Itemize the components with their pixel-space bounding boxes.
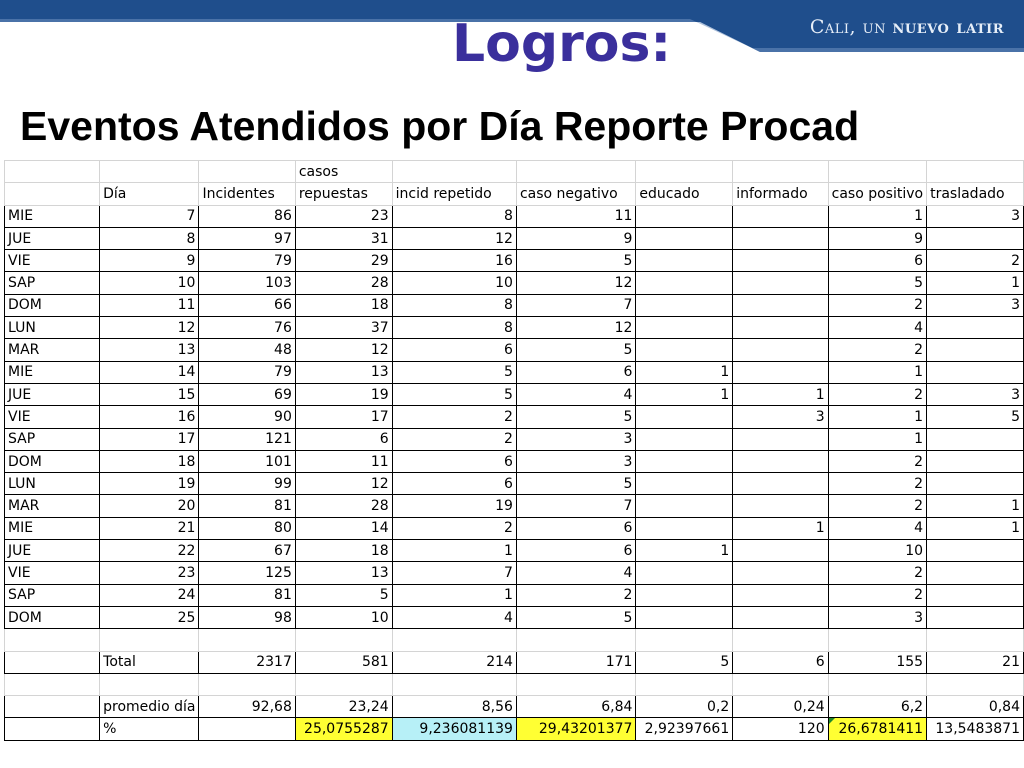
table-cell: 103 <box>199 272 295 294</box>
table-row <box>5 227 1024 249</box>
table-cell: MIE <box>5 205 100 227</box>
table-cell: 10 <box>100 272 199 294</box>
table-cell <box>927 562 1024 584</box>
table-cell: 9 <box>828 227 926 249</box>
header-row-top <box>5 161 1024 183</box>
table-cell: 6 <box>392 339 516 361</box>
table-cell: 6 <box>516 361 635 383</box>
table-cell: 23 <box>100 562 199 584</box>
table-cell <box>392 161 516 183</box>
table-cell <box>828 629 926 651</box>
table-cell: 18 <box>100 450 199 472</box>
table-cell: 2 <box>392 428 516 450</box>
table-cell: 5 <box>516 250 635 272</box>
table-row <box>5 495 1024 517</box>
table-cell: 79 <box>199 250 295 272</box>
table-cell: Día <box>100 183 199 205</box>
table-cell: 581 <box>295 651 392 673</box>
table-cell: 3 <box>733 406 828 428</box>
table-cell: 19 <box>392 495 516 517</box>
brand-slogan <box>810 16 1004 38</box>
table-cell: 1 <box>733 383 828 405</box>
table-cell: MIE <box>5 517 100 539</box>
percent-row <box>5 718 1024 740</box>
table-cell <box>733 473 828 495</box>
table-cell: 9,236081139 <box>392 718 516 740</box>
table-cell: 10 <box>392 272 516 294</box>
table-cell: 9 <box>516 227 635 249</box>
table-cell: 37 <box>295 317 392 339</box>
table-cell: 4 <box>392 606 516 628</box>
table-cell <box>733 584 828 606</box>
table-cell: informado <box>733 183 828 205</box>
table-cell <box>636 406 733 428</box>
table-cell: JUE <box>5 383 100 405</box>
table-cell: 23 <box>295 205 392 227</box>
table-cell: MAR <box>5 339 100 361</box>
table-cell: 2 <box>828 450 926 472</box>
table-cell: 76 <box>199 317 295 339</box>
table-cell: 1 <box>927 517 1024 539</box>
table-cell <box>199 161 295 183</box>
table-cell <box>733 227 828 249</box>
table-cell: 12 <box>295 473 392 495</box>
table-cell <box>636 272 733 294</box>
table-cell: 14 <box>100 361 199 383</box>
table-cell: 6,2 <box>828 696 926 718</box>
table-cell: 120 <box>733 718 828 740</box>
table-cell: 1 <box>733 517 828 539</box>
table-cell: 23,24 <box>295 696 392 718</box>
table-cell: 16 <box>392 250 516 272</box>
table-row <box>5 406 1024 428</box>
table-cell <box>636 495 733 517</box>
table-cell <box>733 339 828 361</box>
table-cell <box>927 606 1024 628</box>
table-cell: 69 <box>199 383 295 405</box>
table-cell: MIE <box>5 361 100 383</box>
table-cell <box>927 584 1024 606</box>
table-cell <box>733 317 828 339</box>
table-row <box>5 517 1024 539</box>
table-cell: JUE <box>5 227 100 249</box>
table-cell: 26,6781411 <box>828 718 926 740</box>
table-cell: trasladado <box>927 183 1024 205</box>
table-cell: 18 <box>295 294 392 316</box>
table-cell <box>733 562 828 584</box>
table-cell: DOM <box>5 450 100 472</box>
table-cell: 121 <box>199 428 295 450</box>
table-cell: 3 <box>516 428 635 450</box>
table-cell: 1 <box>392 584 516 606</box>
table-cell: LUN <box>5 473 100 495</box>
table-cell: 2 <box>516 584 635 606</box>
page-title: Logros: <box>452 14 672 74</box>
table-cell <box>636 629 733 651</box>
table-cell <box>392 629 516 651</box>
table-cell: 1 <box>927 495 1024 517</box>
table-cell: 0,24 <box>733 696 828 718</box>
table-cell: incid repetido <box>392 183 516 205</box>
blank-row <box>5 673 1024 695</box>
table-cell: 2 <box>828 562 926 584</box>
table-cell: 29 <box>295 250 392 272</box>
table-cell: 14 <box>295 517 392 539</box>
table-cell: 10 <box>295 606 392 628</box>
table-cell: casos <box>295 161 392 183</box>
table-cell: 0,2 <box>636 696 733 718</box>
table-cell <box>828 673 926 695</box>
table-cell: 12 <box>295 339 392 361</box>
table-cell: JUE <box>5 540 100 562</box>
table-cell: 2317 <box>199 651 295 673</box>
table-cell: 6,84 <box>516 696 635 718</box>
table-cell <box>927 317 1024 339</box>
table-cell <box>5 183 100 205</box>
table-cell <box>733 629 828 651</box>
table-cell <box>295 673 392 695</box>
table-cell: 3 <box>516 450 635 472</box>
table-cell: 17 <box>100 428 199 450</box>
table-cell <box>5 161 100 183</box>
table-cell <box>5 696 100 718</box>
table-cell <box>927 227 1024 249</box>
table-row <box>5 272 1024 294</box>
table-cell: 2,92397661 <box>636 718 733 740</box>
table-cell: 99 <box>199 473 295 495</box>
table-cell: VIE <box>5 250 100 272</box>
table-cell: 2 <box>927 250 1024 272</box>
table-cell <box>636 339 733 361</box>
table-cell <box>733 272 828 294</box>
table-cell: 1 <box>636 540 733 562</box>
table-cell <box>636 428 733 450</box>
table-cell: 5 <box>636 651 733 673</box>
table-cell: Total <box>100 651 199 673</box>
table-cell <box>636 606 733 628</box>
table-cell: 6 <box>733 651 828 673</box>
table-cell: 5 <box>392 383 516 405</box>
table-cell: 2 <box>828 383 926 405</box>
table-cell <box>199 673 295 695</box>
table-cell: 1 <box>828 361 926 383</box>
table-cell <box>733 450 828 472</box>
table-cell: 25,0755287 <box>295 718 392 740</box>
table-cell: caso negativo <box>516 183 635 205</box>
brand-slogan-light: Cali, un <box>809 16 886 38</box>
table-cell: 2 <box>828 339 926 361</box>
table-cell: SAP <box>5 428 100 450</box>
table-cell: 214 <box>392 651 516 673</box>
table-cell: % <box>100 718 199 740</box>
table-cell <box>733 673 828 695</box>
table-cell <box>927 428 1024 450</box>
table-cell: 1 <box>392 540 516 562</box>
table-cell <box>733 294 828 316</box>
table-cell: 92,68 <box>199 696 295 718</box>
table-cell <box>927 473 1024 495</box>
table-cell: 4 <box>516 383 635 405</box>
table-cell: MAR <box>5 495 100 517</box>
table-cell: 7 <box>392 562 516 584</box>
table-cell <box>636 450 733 472</box>
table-cell <box>828 161 926 183</box>
table-cell: 5 <box>828 272 926 294</box>
table-cell: 12 <box>516 272 635 294</box>
table-cell: Incidentes <box>199 183 295 205</box>
table-cell <box>636 673 733 695</box>
table-cell <box>733 606 828 628</box>
table-cell: 5 <box>516 606 635 628</box>
table-cell <box>636 317 733 339</box>
table-cell: 1 <box>636 383 733 405</box>
table-cell: 0,84 <box>927 696 1024 718</box>
table-cell: SAP <box>5 584 100 606</box>
table-cell: 13,5483871 <box>927 718 1024 740</box>
table-cell: 12 <box>392 227 516 249</box>
table-cell: 24 <box>100 584 199 606</box>
table-cell: 101 <box>199 450 295 472</box>
table-cell: 13 <box>295 562 392 584</box>
table-cell <box>733 361 828 383</box>
table-cell: 8 <box>392 205 516 227</box>
table-cell: 6 <box>516 540 635 562</box>
table-cell <box>636 562 733 584</box>
table-cell: 79 <box>199 361 295 383</box>
table-row <box>5 361 1024 383</box>
table-cell <box>636 584 733 606</box>
table-cell <box>5 718 100 740</box>
table-cell <box>5 629 100 651</box>
table-cell: educado <box>636 183 733 205</box>
table-row <box>5 606 1024 628</box>
table-cell: 2 <box>828 584 926 606</box>
table-row <box>5 317 1024 339</box>
table-cell: 3 <box>927 294 1024 316</box>
table-cell: 6 <box>828 250 926 272</box>
table-cell: 48 <box>199 339 295 361</box>
table-cell: VIE <box>5 562 100 584</box>
table-row <box>5 205 1024 227</box>
blank-row <box>5 629 1024 651</box>
table-cell <box>733 428 828 450</box>
table-cell: 25 <box>100 606 199 628</box>
table-cell: 5 <box>295 584 392 606</box>
table-cell: 12 <box>516 317 635 339</box>
table-cell <box>927 673 1024 695</box>
total-row <box>5 651 1024 673</box>
table-cell <box>516 629 635 651</box>
table-cell: LUN <box>5 317 100 339</box>
table-row <box>5 250 1024 272</box>
table-cell <box>636 161 733 183</box>
table-cell: 19 <box>295 383 392 405</box>
table-cell: 86 <box>199 205 295 227</box>
table-row <box>5 562 1024 584</box>
table-cell: 1 <box>636 361 733 383</box>
table-cell <box>733 161 828 183</box>
table-cell: 2 <box>828 473 926 495</box>
table-cell: 1 <box>828 205 926 227</box>
table-cell <box>636 517 733 539</box>
table-cell: 90 <box>199 406 295 428</box>
page-subtitle: Eventos Atendidos por Día Reporte Procad <box>20 103 860 149</box>
table-cell: 4 <box>516 562 635 584</box>
table-cell: 1 <box>828 406 926 428</box>
table-cell: 81 <box>199 495 295 517</box>
table-cell: 98 <box>199 606 295 628</box>
table-cell <box>516 161 635 183</box>
table-cell <box>5 673 100 695</box>
table-cell: 3 <box>828 606 926 628</box>
table-cell: 13 <box>100 339 199 361</box>
table-cell: promedio día <box>100 696 199 718</box>
table-cell <box>927 161 1024 183</box>
table-cell: repuestas <box>295 183 392 205</box>
table-row <box>5 540 1024 562</box>
table-cell: 5 <box>392 361 516 383</box>
table-cell: 8 <box>392 294 516 316</box>
table-cell: 28 <box>295 495 392 517</box>
table-cell: 28 <box>295 272 392 294</box>
table-cell <box>100 629 199 651</box>
table-cell <box>733 495 828 517</box>
table-cell: 11 <box>100 294 199 316</box>
table-cell: 13 <box>295 361 392 383</box>
table-cell: 171 <box>516 651 635 673</box>
table-cell: 125 <box>199 562 295 584</box>
table-cell <box>392 673 516 695</box>
table-cell: 8 <box>392 317 516 339</box>
table-cell <box>927 540 1024 562</box>
table-cell: 6 <box>392 450 516 472</box>
table-cell: 31 <box>295 227 392 249</box>
table-cell: 29,43201377 <box>516 718 635 740</box>
table-cell: 6 <box>516 517 635 539</box>
table-row <box>5 339 1024 361</box>
table-row <box>5 584 1024 606</box>
table-cell <box>733 205 828 227</box>
promedio-row <box>5 696 1024 718</box>
table-cell: 2 <box>392 406 516 428</box>
table-cell <box>199 629 295 651</box>
table-cell: 2 <box>828 294 926 316</box>
table-cell: 6 <box>295 428 392 450</box>
table-cell: 11 <box>516 205 635 227</box>
table-cell: 22 <box>100 540 199 562</box>
table-cell: 1 <box>828 428 926 450</box>
table-cell: 12 <box>100 317 199 339</box>
table-cell: DOM <box>5 294 100 316</box>
table-cell <box>927 339 1024 361</box>
table-cell: DOM <box>5 606 100 628</box>
table-cell: 155 <box>828 651 926 673</box>
table-cell: 3 <box>927 383 1024 405</box>
table-cell: 17 <box>295 406 392 428</box>
table-cell: SAP <box>5 272 100 294</box>
table-row <box>5 450 1024 472</box>
table-cell: 8 <box>100 227 199 249</box>
table-cell: 7 <box>516 294 635 316</box>
table-cell <box>5 651 100 673</box>
table-cell <box>100 161 199 183</box>
table-cell: 18 <box>295 540 392 562</box>
table-cell <box>927 450 1024 472</box>
table-cell <box>295 629 392 651</box>
table-cell: 5 <box>516 406 635 428</box>
table-cell <box>636 294 733 316</box>
events-table <box>4 160 1024 741</box>
table-cell <box>636 250 733 272</box>
table-cell: 11 <box>295 450 392 472</box>
table-cell: 19 <box>100 473 199 495</box>
spreadsheet <box>4 160 1024 768</box>
table-cell: 21 <box>927 651 1024 673</box>
header-row <box>5 183 1024 205</box>
table-cell: 21 <box>100 517 199 539</box>
table-cell <box>100 673 199 695</box>
table-cell: 16 <box>100 406 199 428</box>
table-cell <box>636 227 733 249</box>
table-cell: 7 <box>100 205 199 227</box>
table-cell: 67 <box>199 540 295 562</box>
table-row <box>5 473 1024 495</box>
table-cell: 2 <box>828 495 926 517</box>
table-cell <box>199 718 295 740</box>
table-cell: caso positivo <box>828 183 926 205</box>
table-cell: 20 <box>100 495 199 517</box>
table-cell: 6 <box>392 473 516 495</box>
table-cell: 81 <box>199 584 295 606</box>
table-cell: 10 <box>828 540 926 562</box>
table-cell: 5 <box>516 473 635 495</box>
table-cell <box>927 361 1024 383</box>
table-cell: 8,56 <box>392 696 516 718</box>
table-cell: 15 <box>100 383 199 405</box>
table-row <box>5 428 1024 450</box>
brand-slogan-bold: nuevo latir <box>892 16 1004 38</box>
table-cell <box>733 250 828 272</box>
table-cell: 4 <box>828 317 926 339</box>
table-row <box>5 294 1024 316</box>
table-cell: 9 <box>100 250 199 272</box>
table-cell <box>636 473 733 495</box>
table-cell: 66 <box>199 294 295 316</box>
table-cell <box>636 205 733 227</box>
table-cell: VIE <box>5 406 100 428</box>
table-cell: 1 <box>927 272 1024 294</box>
table-cell <box>516 673 635 695</box>
table-cell: 7 <box>516 495 635 517</box>
table-row <box>5 383 1024 405</box>
table-cell: 5 <box>927 406 1024 428</box>
table-cell: 3 <box>927 205 1024 227</box>
table-cell <box>733 540 828 562</box>
table-cell: 80 <box>199 517 295 539</box>
table-cell <box>927 629 1024 651</box>
table-cell: 2 <box>392 517 516 539</box>
table-cell: 5 <box>516 339 635 361</box>
table-cell: 4 <box>828 517 926 539</box>
table-cell: 97 <box>199 227 295 249</box>
